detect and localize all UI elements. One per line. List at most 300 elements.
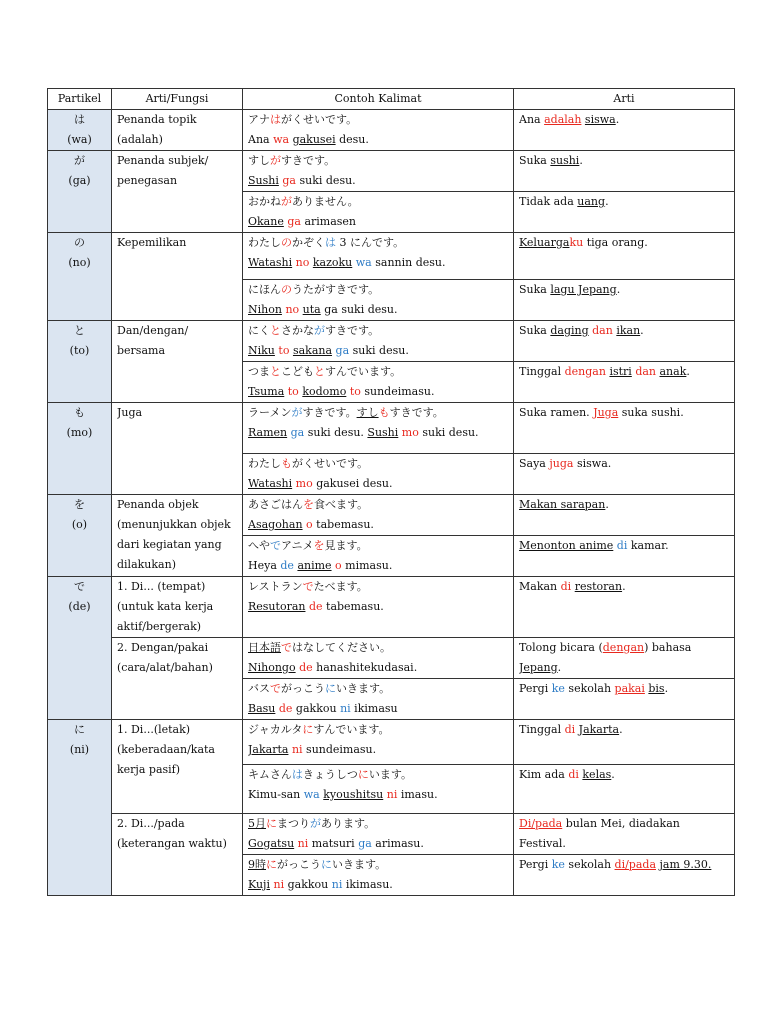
- text-segment: Keluarga: [519, 236, 570, 249]
- translation-cell: [514, 110, 735, 151]
- translation-line: [519, 658, 730, 678]
- table-row: [48, 321, 735, 362]
- example-japanese: [248, 765, 509, 785]
- example-cell: [243, 495, 514, 536]
- secondary-particle: wa: [303, 788, 320, 801]
- meaning-line: Juga: [117, 406, 143, 419]
- text-segment: gakkou: [284, 878, 332, 891]
- highlight-particle: Juga: [593, 406, 619, 419]
- highlight-particle: dengan: [602, 641, 645, 654]
- text-segment: がくせいです。: [281, 113, 358, 126]
- example-romaji: [248, 212, 509, 232]
- translation-cell: [514, 233, 735, 280]
- text-segment: かぞく: [292, 236, 325, 249]
- text-segment: きょうしつ: [302, 768, 358, 781]
- text-segment: はなしてください。: [292, 641, 391, 654]
- text-segment: レストラン: [248, 580, 303, 593]
- highlight-particle: to: [278, 344, 290, 357]
- translation-cell: [514, 679, 735, 720]
- text-segment: bulan Mei, diadakan: [562, 817, 680, 830]
- text-segment: kyoushitsu: [323, 788, 384, 801]
- table-body: [48, 110, 735, 896]
- translation-line: [519, 638, 730, 658]
- text-segment: .: [619, 723, 623, 736]
- text-segment: sakana: [292, 344, 333, 357]
- text-segment: すきです。: [281, 154, 336, 167]
- example-cell: [243, 321, 514, 362]
- translation-cell: [514, 403, 735, 454]
- translation-line: [519, 834, 730, 854]
- highlight-particle: dengan: [564, 365, 606, 378]
- text-segment: Makan: [519, 580, 561, 593]
- particle-cell: [48, 321, 112, 403]
- secondary-particle: で: [270, 539, 281, 552]
- secondary-particle: wa: [355, 256, 372, 269]
- text-segment: Nihon: [248, 303, 282, 316]
- text-segment: Tsuma: [248, 385, 285, 398]
- text-segment: つま: [248, 365, 270, 378]
- text-segment: tabemasu.: [312, 518, 374, 531]
- meaning-line: (untuk kata kerja: [117, 600, 214, 613]
- text-segment: ) bahasa: [644, 641, 692, 654]
- example-japanese: [248, 233, 509, 253]
- translation-cell: [514, 362, 735, 403]
- secondary-particle: が: [314, 324, 325, 337]
- highlight-particle: に: [266, 817, 277, 830]
- text-segment: Ana: [519, 113, 545, 126]
- example-japanese: [248, 151, 509, 171]
- text-segment: Jakarta: [578, 723, 620, 736]
- text-segment: こども: [281, 365, 314, 378]
- text-segment: .: [640, 324, 644, 337]
- text-segment: アナ: [248, 113, 270, 126]
- text-segment: daging: [550, 324, 589, 337]
- text-segment: ikimasu.: [342, 878, 393, 891]
- text-segment: わたし: [248, 236, 281, 249]
- example-cell: [243, 110, 514, 151]
- text-segment: siswa: [584, 113, 616, 126]
- table-row: [48, 638, 735, 679]
- particle-romaji: (no): [68, 256, 91, 269]
- text-segment: Resutoran: [248, 600, 306, 613]
- example-cell: [243, 233, 514, 280]
- particle-kana: は: [74, 113, 85, 126]
- meaning-line: penegasan: [117, 174, 178, 187]
- secondary-particle: ke: [551, 858, 565, 871]
- text-segment: sushi: [550, 154, 580, 167]
- translation-cell: [514, 454, 735, 495]
- secondary-particle: ga: [358, 837, 372, 850]
- highlight-particle: と: [270, 365, 281, 378]
- example-japanese: [248, 454, 509, 474]
- text-segment: すきです。: [389, 406, 444, 419]
- text-segment: アニメ: [281, 539, 314, 552]
- text-segment: Menonton anime: [519, 539, 614, 552]
- text-segment: suki desu.: [295, 174, 356, 187]
- highlight-particle: dan: [635, 365, 656, 378]
- highlight-particle: ni: [297, 837, 309, 850]
- text-segment: uang: [577, 195, 606, 208]
- text-segment: tiga orang.: [583, 236, 648, 249]
- text-segment: にく: [248, 324, 270, 337]
- meaning-cell: [112, 110, 243, 151]
- table-row: [48, 151, 735, 192]
- header-contoh-kalimat: Contoh Kalimat: [243, 89, 514, 110]
- text-segment: arimasu.: [371, 837, 424, 850]
- text-segment: .: [611, 768, 615, 781]
- example-japanese: [248, 403, 509, 423]
- text-segment: suka sushi.: [618, 406, 684, 419]
- text-segment: Pergi: [519, 858, 552, 871]
- text-segment: すきです。: [325, 324, 380, 337]
- highlight-particle: no: [285, 303, 300, 316]
- example-romaji: [248, 474, 509, 494]
- meaning-cell: [112, 577, 243, 638]
- text-segment: Watashi: [248, 477, 293, 490]
- text-segment: siswa.: [573, 457, 612, 470]
- translation-cell: [514, 321, 735, 362]
- highlight-particle: de: [299, 661, 313, 674]
- translation-line: [519, 765, 730, 785]
- text-segment: Nihongo: [248, 661, 296, 674]
- particle-kana: も: [74, 406, 85, 419]
- highlight-particle: no: [295, 256, 310, 269]
- example-cell: [243, 403, 514, 454]
- translation-line: [519, 151, 730, 171]
- example-japanese: [248, 280, 509, 300]
- particle-romaji: (wa): [67, 133, 92, 146]
- text-segment: Jakarta: [248, 743, 289, 756]
- secondary-particle: に: [321, 858, 332, 871]
- highlight-particle: adalah: [544, 113, 582, 126]
- highlight-particle: と: [314, 365, 325, 378]
- text-segment: Makan sarapan: [519, 498, 606, 511]
- highlight-particle: mo: [295, 477, 313, 490]
- example-cell: [243, 765, 514, 814]
- text-segment: Saya: [519, 457, 550, 470]
- text-segment: kodomo: [302, 385, 347, 398]
- example-romaji: [248, 597, 509, 617]
- example-romaji: [248, 740, 509, 760]
- meaning-line: (keterangan waktu): [117, 837, 227, 850]
- table-row: [48, 403, 735, 454]
- meaning-line: Kepemilikan: [117, 236, 187, 249]
- example-japanese: [248, 362, 509, 382]
- example-romaji: [248, 382, 509, 402]
- secondary-particle: が: [291, 406, 303, 419]
- meaning-cell: [112, 321, 243, 403]
- example-cell: [243, 720, 514, 765]
- translation-line: [519, 495, 730, 515]
- particle-kana: が: [74, 154, 85, 167]
- meaning-line: Penanda objek: [117, 498, 199, 511]
- secondary-particle: ni: [340, 702, 351, 715]
- translation-cell: [514, 720, 735, 765]
- meaning-cell: [112, 233, 243, 321]
- text-segment: 見ます。: [324, 539, 368, 552]
- particle-romaji: (o): [71, 518, 88, 531]
- highlight-particle: で: [281, 641, 292, 654]
- highlight-particle: dan: [592, 324, 613, 337]
- text-segment: Tolong bicara (: [519, 641, 603, 654]
- text-segment: たべます。: [313, 580, 368, 593]
- highlight-particle: ni: [291, 743, 303, 756]
- example-japanese: [248, 110, 509, 130]
- text-segment: すし: [248, 154, 270, 167]
- text-segment: がくせいです。: [292, 457, 369, 470]
- text-segment: uta: [302, 303, 321, 316]
- highlight-particle: ku: [569, 236, 584, 249]
- text-segment: Suka: [519, 324, 551, 337]
- particle-romaji: (to): [69, 344, 90, 357]
- translation-line: [519, 855, 730, 875]
- highlight-particle: o: [335, 559, 342, 572]
- highlight-particle: と: [270, 324, 281, 337]
- highlight-particle: ni: [273, 878, 285, 891]
- highlight-particle: を: [313, 539, 325, 552]
- text-segment: うたがすきです。: [292, 283, 380, 296]
- translation-line: [519, 192, 730, 212]
- meaning-cell: [112, 403, 243, 495]
- meaning-cell: [112, 151, 243, 233]
- example-japanese: [248, 577, 509, 597]
- text-segment: Niku: [248, 344, 275, 357]
- text-segment: Gogatsu: [248, 837, 295, 850]
- example-japanese: [248, 192, 509, 212]
- highlight-particle: mo: [401, 426, 419, 439]
- particle-kana: で: [74, 580, 85, 593]
- text-segment: います。: [368, 768, 413, 781]
- text-segment: mimasu.: [341, 559, 393, 572]
- highlight-particle: の: [281, 283, 292, 296]
- text-segment: hanashitekudasai.: [312, 661, 418, 674]
- text-segment: すし: [356, 406, 379, 419]
- particle-cell: [48, 151, 112, 233]
- example-romaji: [248, 423, 509, 443]
- text-segment: 3 にんです。: [336, 236, 405, 249]
- text-segment: Jepang: [519, 661, 558, 674]
- text-segment: kazoku: [312, 256, 353, 269]
- secondary-particle: ga: [335, 344, 350, 357]
- text-segment: restoran: [574, 580, 623, 593]
- text-segment: .: [664, 682, 669, 695]
- example-japanese: [248, 855, 509, 875]
- translation-cell: [514, 638, 735, 679]
- example-japanese: [248, 814, 509, 834]
- text-segment: Heya: [248, 559, 281, 572]
- text-segment: bis: [648, 682, 665, 695]
- text-segment: .: [616, 283, 621, 296]
- text-segment: arimasen: [300, 215, 357, 228]
- text-segment: あさごはん: [248, 498, 303, 511]
- particle-cell: [48, 720, 112, 896]
- particle-romaji: (mo): [66, 426, 93, 439]
- particle-cell: [48, 233, 112, 321]
- highlight-particle: に: [266, 858, 277, 871]
- translation-cell: [514, 536, 735, 577]
- translation-cell: [514, 855, 735, 896]
- text-segment: sekolah: [564, 682, 615, 695]
- highlight-particle: が: [270, 154, 281, 167]
- text-segment: 日本語: [248, 641, 281, 654]
- meaning-line: (menunjukkan objek: [117, 518, 231, 531]
- header-row: [48, 89, 735, 110]
- translation-cell: [514, 495, 735, 536]
- translation-line: [519, 233, 730, 253]
- highlight-particle: to: [349, 385, 361, 398]
- particle-kana: を: [74, 498, 85, 511]
- text-segment: kamar.: [627, 539, 669, 552]
- text-segment: さかな: [281, 324, 314, 337]
- particle-romaji: (ga): [68, 174, 91, 187]
- text-segment: バス: [248, 682, 270, 695]
- highlight-particle: Di/pada: [519, 817, 563, 830]
- meaning-line: 1. Di... (tempat): [117, 580, 206, 593]
- table-row: [48, 110, 735, 151]
- highlight-particle: di: [560, 580, 572, 593]
- meaning-line: dari kegiatan yang: [117, 538, 222, 551]
- text-segment: Ana: [248, 133, 274, 146]
- text-segment: にほん: [248, 283, 281, 296]
- text-segment: ga suki desu.: [320, 303, 398, 316]
- meaning-line: bersama: [117, 344, 166, 357]
- text-segment: .: [686, 365, 690, 378]
- translation-cell: [514, 577, 735, 638]
- translation-cell: [514, 151, 735, 192]
- highlight-particle: を: [303, 498, 314, 511]
- translation-line: [519, 110, 730, 130]
- translation-line: [519, 679, 730, 699]
- secondary-particle: は: [291, 768, 303, 781]
- highlight-particle: de: [308, 600, 323, 613]
- text-segment: Kuji: [248, 878, 270, 891]
- highlight-particle: ga: [282, 174, 296, 187]
- text-segment: あります。: [321, 817, 376, 830]
- highlight-particle: も: [281, 457, 292, 470]
- example-japanese: [248, 638, 509, 658]
- text-segment: Kimu-san: [248, 788, 304, 801]
- text-segment: anak: [659, 365, 687, 378]
- translation-line: [519, 362, 730, 382]
- example-romaji: [248, 300, 509, 320]
- particle-cell: [48, 403, 112, 495]
- text-segment: suki desu.: [304, 426, 368, 439]
- secondary-particle: ga: [290, 426, 305, 439]
- example-cell: [243, 638, 514, 679]
- highlight-particle: pakai: [614, 682, 645, 695]
- table-row: [48, 577, 735, 638]
- highlight-particle: で: [302, 580, 314, 593]
- example-japanese: [248, 321, 509, 341]
- text-segment: Suka: [519, 283, 551, 296]
- table-row: [48, 233, 735, 280]
- text-segment: istri: [609, 365, 632, 378]
- particle-cell: [48, 577, 112, 720]
- highlight-particle: に: [357, 768, 369, 781]
- example-cell: [243, 536, 514, 577]
- text-segment: いきます。: [332, 858, 387, 871]
- example-cell: [243, 362, 514, 403]
- meaning-line: Dan/dengan/: [117, 324, 189, 337]
- text-segment: gakusei desu.: [312, 477, 393, 490]
- meaning-cell: [112, 720, 243, 814]
- text-segment: lagu Jepang: [550, 283, 617, 296]
- highlight-particle: に: [302, 723, 314, 736]
- text-segment: .: [579, 154, 583, 167]
- translation-cell: [514, 280, 735, 321]
- text-segment: sundeimasu.: [360, 385, 435, 398]
- text-segment: わたし: [248, 457, 281, 470]
- highlight-particle: to: [287, 385, 299, 398]
- particle-kana: に: [74, 723, 85, 736]
- particle-romaji: (ni): [69, 743, 90, 756]
- header-partikel: Partikel: [48, 89, 112, 110]
- text-segment: desu.: [335, 133, 369, 146]
- translation-line: [519, 814, 730, 834]
- example-japanese: [248, 495, 509, 515]
- highlight-particle: の: [281, 236, 292, 249]
- highlight-particle: di/pada: [614, 858, 656, 871]
- secondary-particle: di: [616, 539, 628, 552]
- example-romaji: [248, 253, 509, 273]
- text-segment: Pergi: [519, 682, 552, 695]
- text-segment: Tinggal: [519, 365, 565, 378]
- text-segment: kelas: [582, 768, 612, 781]
- particle-cell: [48, 110, 112, 151]
- example-romaji: [248, 515, 509, 535]
- highlight-particle: が: [281, 195, 292, 208]
- meaning-line: 2. Dengan/pakai: [117, 641, 209, 654]
- meaning-cell: [112, 638, 243, 720]
- example-cell: [243, 280, 514, 321]
- text-segment: Asagohan: [248, 518, 303, 531]
- meaning-line: 2. Di.../pada: [117, 817, 185, 830]
- example-cell: [243, 814, 514, 855]
- text-segment: Kim ada: [519, 768, 569, 781]
- text-segment: .: [615, 113, 620, 126]
- text-segment: すんでいます。: [325, 365, 402, 378]
- text-segment: キムさん: [248, 768, 292, 781]
- text-segment: anime: [297, 559, 332, 572]
- meaning-line: Penanda subjek/: [117, 154, 209, 167]
- particle-kana: と: [74, 324, 85, 337]
- text-segment: gakkou: [292, 702, 341, 715]
- text-segment: sekolah: [564, 858, 615, 871]
- secondary-particle: に: [325, 682, 336, 695]
- text-segment: matsuri: [308, 837, 359, 850]
- secondary-particle: が: [310, 817, 321, 830]
- text-segment: Suka: [519, 154, 551, 167]
- example-cell: [243, 192, 514, 233]
- translation-cell: [514, 192, 735, 233]
- text-segment: Suka ramen.: [519, 406, 594, 419]
- text-segment: Tidak ada: [519, 195, 578, 208]
- text-segment: 9時: [248, 858, 266, 871]
- text-segment: sundeimasu.: [302, 743, 377, 756]
- text-segment: いきます。: [336, 682, 391, 695]
- secondary-particle: ni: [331, 878, 343, 891]
- particle-table: [47, 88, 735, 896]
- translation-line: [519, 454, 730, 474]
- translation-line: [519, 577, 730, 597]
- translation-line: [519, 720, 730, 740]
- text-segment: Sushi: [367, 426, 399, 439]
- example-japanese: [248, 679, 509, 699]
- particle-table-sheet: [47, 88, 734, 896]
- text-segment: Festival.: [519, 837, 566, 850]
- particle-kana: の: [74, 236, 85, 249]
- text-segment: .: [605, 498, 609, 511]
